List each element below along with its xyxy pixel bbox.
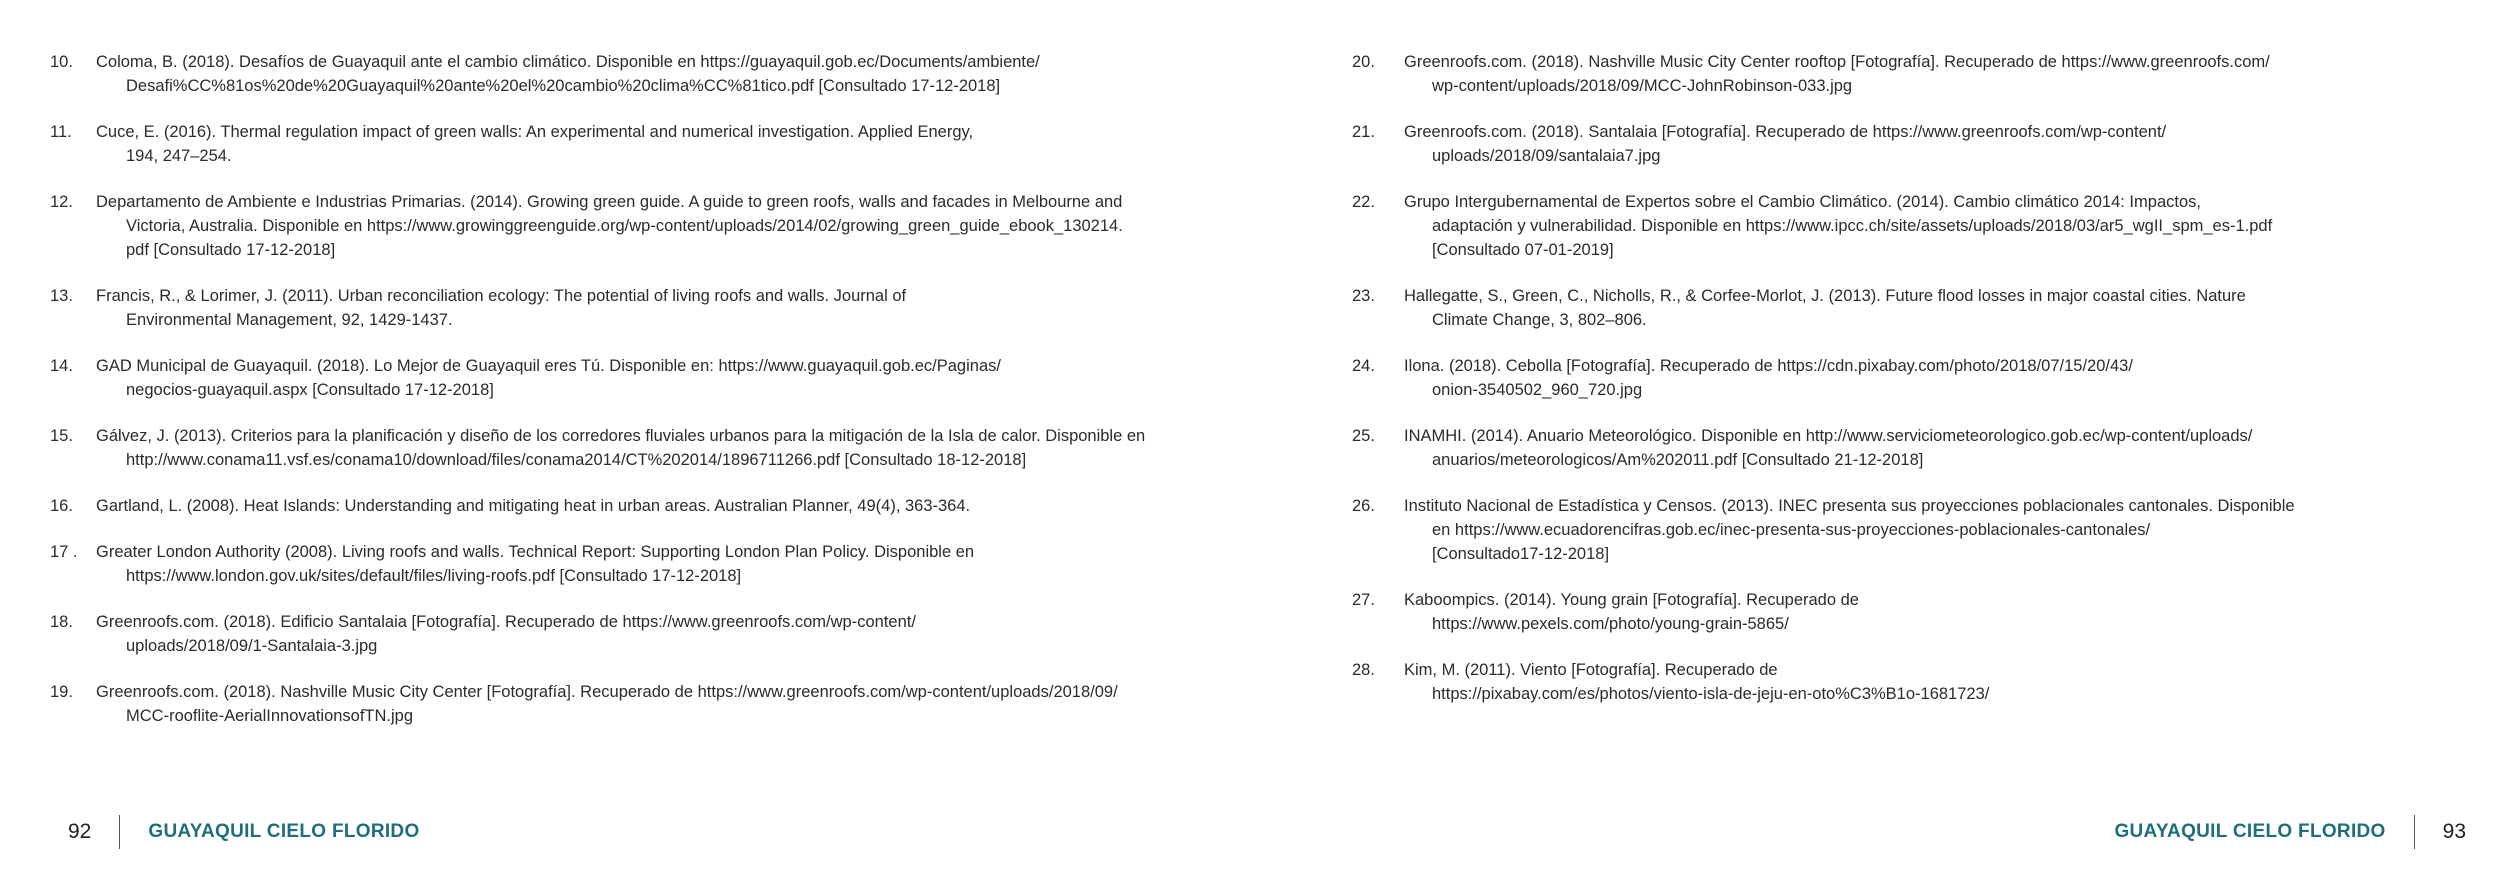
reference-text: Gartland, L. (2008). Heat Islands: Understanding and mitigating heat in urban areas. Australian Planner, 49(4), 363-364.	[96, 497, 971, 515]
reference-continuation: adaptación y vulnerabilidad. Disponible en https://www.ipcc.ch/site/assets/uploads/2018/03/ar5_wgII_spm_es-1.pdf	[1432, 217, 2273, 235]
reference-number: 15.	[50, 427, 73, 445]
reference-item	[50, 120, 1200, 168]
reference-continuation: Environmental Management, 92, 1429-1437.	[126, 311, 453, 329]
reference-continuation: Victoria, Australia. Disponible en https://www.growinggreenguide.org/wp-content/uploads/2014/02/growing_green_guide_ebook_130214.	[126, 217, 1123, 235]
page-footer	[2114, 812, 2466, 852]
reference-item	[1352, 494, 2492, 566]
reference-number: 22.	[1352, 193, 1375, 211]
reference-item	[50, 190, 1200, 262]
reference-text: Coloma, B. (2018). Desafíos de Guayaquil ante el cambio climático. Disponible en https://guayaquil.gob.ec/Documents/ambiente/	[96, 53, 1040, 71]
reference-continuation: MCC-rooflite-AerialInnovationsofTN.jpg	[126, 707, 414, 725]
footer-divider	[119, 815, 120, 849]
reference-continuation: uploads/2018/09/santalaia7.jpg	[1432, 147, 1661, 165]
footer-divider	[2414, 815, 2415, 849]
reference-item	[1352, 190, 2492, 262]
reference-continuation: http://www.conama11.vsf.es/conama10/download/files/conama2014/CT%202014/1896711266.pdf [Consultado 18-12-2018]	[126, 451, 1027, 469]
reference-number: 17 .	[50, 543, 78, 561]
reference-item	[50, 494, 1200, 518]
page-footer	[68, 812, 420, 852]
running-title: GUAYAQUIL CIELO FLORIDO	[148, 821, 420, 842]
reference-continuation: pdf [Consultado 17-12-2018]	[126, 241, 336, 259]
reference-item	[50, 680, 1200, 728]
reference-continuation: [Consultado17-12-2018]	[1432, 545, 1610, 563]
reference-number: 28.	[1352, 661, 1375, 679]
reference-item	[50, 354, 1200, 402]
reference-item	[1352, 658, 2492, 706]
reference-continuation: onion-3540502_960_720.jpg	[1432, 381, 1643, 399]
page-number: 93	[2442, 820, 2466, 843]
reference-item	[50, 50, 1200, 98]
reference-number: 20.	[1352, 53, 1375, 71]
reference-continuation: 194, 247–254.	[126, 147, 232, 165]
reference-text: Greenroofs.com. (2018). Nashville Music City Center [Fotografía]. Recuperado de https://www.greenroofs.com/wp-content/uploads/2018/09/	[96, 683, 1118, 701]
reference-number: 10.	[50, 53, 73, 71]
reference-item	[1352, 354, 2492, 402]
reference-continuation: [Consultado 07-01-2019]	[1432, 241, 1614, 259]
reference-continuation: negocios-guayaquil.aspx [Consultado 17-12-2018]	[126, 381, 494, 399]
reference-text: Greenroofs.com. (2018). Edificio Santalaia [Fotografía]. Recuperado de https://www.greenroofs.com/wp-content/	[96, 613, 916, 631]
reference-text: Hallegatte, S., Green, C., Nicholls, R., & Corfee-Morlot, J. (2013). Future flood losses in major coastal cities. Nature	[1404, 287, 2246, 305]
reference-text: GAD Municipal de Guayaquil. (2018). Lo Mejor de Guayaquil eres Tú. Disponible en: https://www.guayaquil.gob.ec/Paginas/	[96, 357, 1001, 375]
reference-item	[50, 284, 1200, 332]
reference-number: 14.	[50, 357, 73, 375]
reference-continuation: Climate Change, 3, 802–806.	[1432, 311, 1647, 329]
reference-text: Greater London Authority (2008). Living roofs and walls. Technical Report: Supporting London Plan Policy. Disponible en	[96, 543, 975, 561]
reference-item	[1352, 588, 2492, 636]
reference-number: 19.	[50, 683, 73, 701]
reference-continuation: https://www.pexels.com/photo/young-grain-5865/	[1432, 615, 1789, 633]
reference-text: INAMHI. (2014). Anuario Meteorológico. Disponible en http://www.serviciometeorologico.gob.ec/wp-content/uploads/	[1404, 427, 2253, 445]
reference-text: Greenroofs.com. (2018). Santalaia [Fotografía]. Recuperado de https://www.greenroofs.com/wp-content/	[1404, 123, 2167, 141]
reference-item	[50, 424, 1200, 472]
reference-item	[1352, 424, 2492, 472]
reference-text: Departamento de Ambiente e Industrias Primarias. (2014). Growing green guide. A guide to green roofs, walls and facades in Melbourne and	[96, 193, 1123, 211]
reference-text: Greenroofs.com. (2018). Nashville Music City Center rooftop [Fotografía]. Recuperado de https://www.greenroofs.com/	[1404, 53, 2270, 71]
reference-text: Kim, M. (2011). Viento [Fotografía]. Recuperado de	[1404, 661, 1778, 679]
reference-text: Grupo Intergubernamental de Expertos sobre el Cambio Climático. (2014). Cambio climático 2014: Impactos,	[1404, 193, 2201, 211]
reference-continuation: wp-content/uploads/2018/09/MCC-JohnRobinson-033.jpg	[1432, 77, 1853, 95]
reference-text: Francis, R., & Lorimer, J. (2011). Urban reconciliation ecology: The potential of living roofs and walls. Journal of	[96, 287, 907, 305]
page-number: 92	[68, 820, 92, 843]
reference-text: Gálvez, J. (2013). Criterios para la planificación y diseño de los corredores fluviales urbanos para la mitigación de la Isla de calor. Disponible en	[96, 427, 1146, 445]
reference-list	[50, 50, 1200, 750]
reference-continuation: https://www.london.gov.uk/sites/default/files/living-roofs.pdf [Consultado 17-12-2018]	[126, 567, 742, 585]
reference-continuation: anuarios/meteorologicos/Am%202011.pdf [Consultado 21-12-2018]	[1432, 451, 1924, 469]
reference-text: Cuce, E. (2016). Thermal regulation impact of green walls: An experimental and numerical investigation. Applied Energy,	[96, 123, 974, 141]
reference-continuation: Desafi%CC%81os%20de%20Guayaquil%20ante%20el%20cambio%20clima%CC%81tico.pdf [Consultado 17-12-2018]	[126, 77, 1001, 95]
reference-number: 11.	[50, 123, 72, 141]
reference-number: 25.	[1352, 427, 1375, 445]
reference-item	[1352, 50, 2492, 98]
reference-list	[1352, 50, 2492, 728]
reference-text: Ilona. (2018). Cebolla [Fotografía]. Recuperado de https://cdn.pixabay.com/photo/2018/07/15/20/43/	[1404, 357, 2133, 375]
reference-continuation: uploads/2018/09/1-Santalaia-3.jpg	[126, 637, 378, 655]
reference-number: 18.	[50, 613, 73, 631]
reference-number: 12.	[50, 193, 73, 211]
reference-number: 26.	[1352, 497, 1375, 515]
reference-continuation: en https://www.ecuadorencifras.gob.ec/inec-presenta-sus-proyecciones-poblacionales-cantonales/	[1432, 521, 2151, 539]
reference-number: 21.	[1352, 123, 1375, 141]
reference-number: 27.	[1352, 591, 1375, 609]
reference-item	[1352, 120, 2492, 168]
reference-text: Instituto Nacional de Estadística y Censos. (2013). INEC presenta sus proyecciones poblacionales cantonales. Disponible	[1404, 497, 2295, 515]
reference-continuation: https://pixabay.com/es/photos/viento-isla-de-jeju-en-oto%C3%B1o-1681723/	[1432, 685, 1990, 703]
reference-number: 13.	[50, 287, 73, 305]
reference-item	[1352, 284, 2492, 332]
running-title: GUAYAQUIL CIELO FLORIDO	[2114, 821, 2386, 842]
reference-number: 24.	[1352, 357, 1375, 375]
reference-number: 16.	[50, 497, 73, 515]
reference-text: Kaboompics. (2014). Young grain [Fotografía]. Recuperado de	[1404, 591, 1859, 609]
right-page	[1250, 0, 2500, 884]
reference-item	[50, 540, 1200, 588]
reference-number: 23.	[1352, 287, 1375, 305]
reference-item	[50, 610, 1200, 658]
